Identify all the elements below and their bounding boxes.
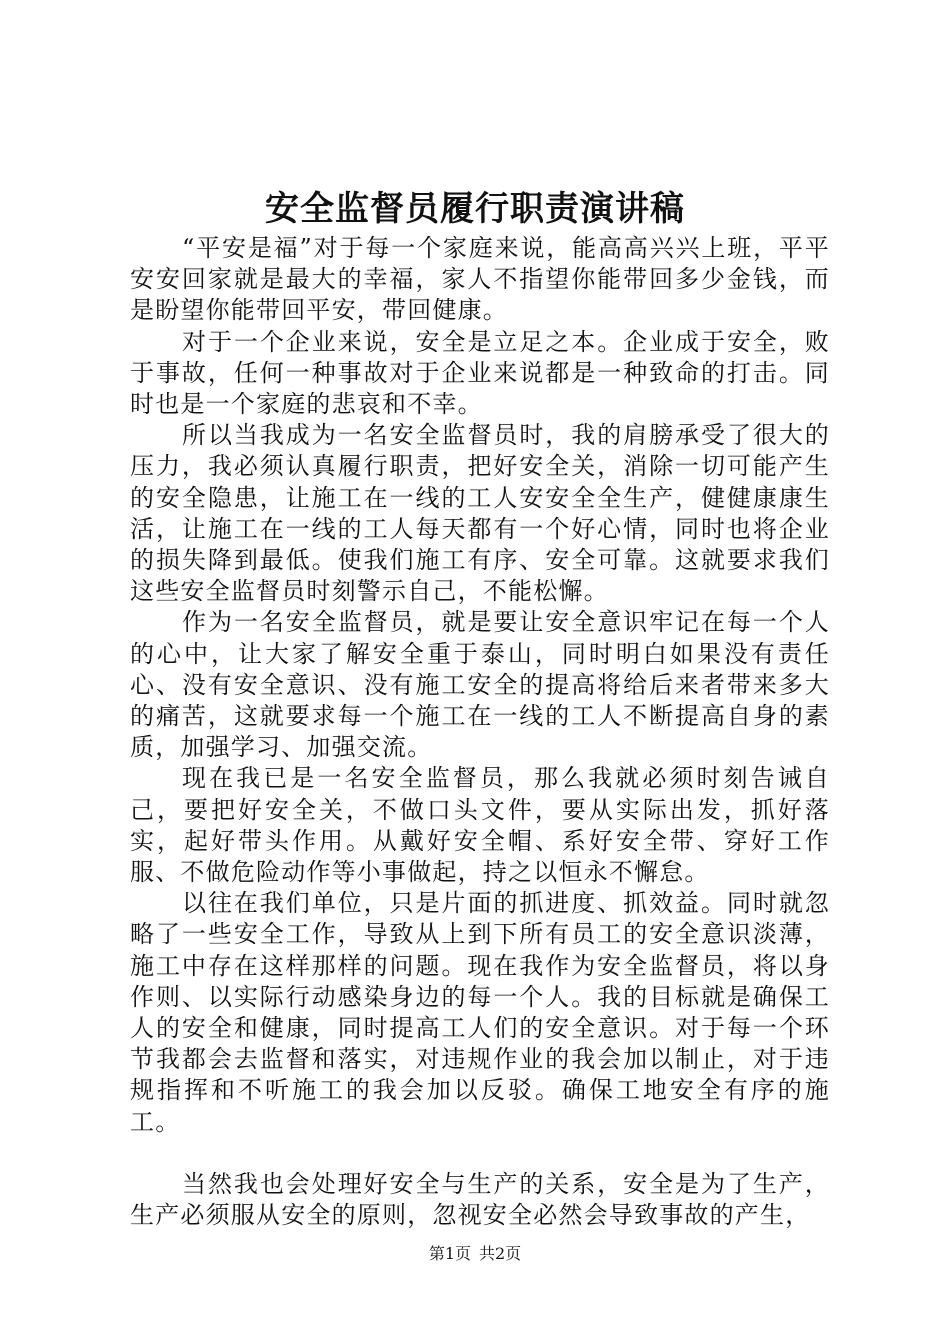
paragraph: “平安是福”对于每一个家庭来说，能高高兴兴上班，平平安安回家就是最大的幸福，家人不指望你能带回多少金钱，而是盼望你能带回平安，带回健康。 (130, 234, 830, 325)
document-title: 安全监督员履行职责演讲稿 (265, 189, 685, 229)
paragraph: 以往在我们单位，只是片面的抓进度、抓效益。同时就忽略了一些安全工作，导致从上到下所有员工的安全意识淡薄，施工中存在这样那样的问题。现在我作为安全监督员，将以身作则、以实际行动感染身边的每一个人。我的目标就是确保工人的安全和健康，同时提高工人们的安全意识。对于每一个环节我都会去监督和落实，对违规作业的我会加以制止，对于违规指挥和不听施工的我会加以反驳。确保工地安全有序的施工。 (130, 889, 830, 1136)
paragraph: 作为一名安全监督员，就是要让安全意识牢记在每一个人的心中，让大家了解安全重于泰山，同时明白如果没有责任心、没有安全意识、没有施工安全的提高将给后来者带来多大的痛苦，这就要求每一个施工在一线的工人不断提高自身的素质，加强学习、加强交流。 (130, 608, 830, 762)
paragraph: 对于一个企业来说，安全是立足之本。企业成于安全，败于事故，任何一种事故对于企业来说都是一种致命的打击。同时也是一个家庭的悲哀和不幸。 (130, 327, 830, 419)
paragraph: 现在我已是一名安全监督员，那么我就必须时刻告诫自己，要把好安全关，不做口头文件，要从实际出发，抓好落实，起好带头作用。从戴好安全帽、系好安全带、穿好工作服、不做危险动作等小事做起，持之以恒永不懈怠。 (130, 764, 830, 887)
document-body (130, 233, 830, 1231)
paragraph: 当然我也会处理好安全与生产的关系，安全是为了生产，生产必须服从安全的原则，忽视安全必然会导致事故的产生， (130, 1169, 830, 1230)
page-number: 第1页 (428, 1244, 471, 1263)
page-total: 共2页 (479, 1244, 522, 1263)
page-footer (0, 1243, 950, 1265)
paragraph: 所以当我成为一名安全监督员时，我的肩膀承受了很大的压力，我必须认真履行职责，把好安全关，消除一切可能产生的安全隐患，让施工在一线的工人安安全全生产，健健康康生活，让施工在一线的工人每天都有一个好心情，同时也将企业的损失降到最低。使我们施工有序、安全可靠。这就要求我们这些安全监督员时刻警示自己，不能松懈。 (130, 421, 830, 606)
